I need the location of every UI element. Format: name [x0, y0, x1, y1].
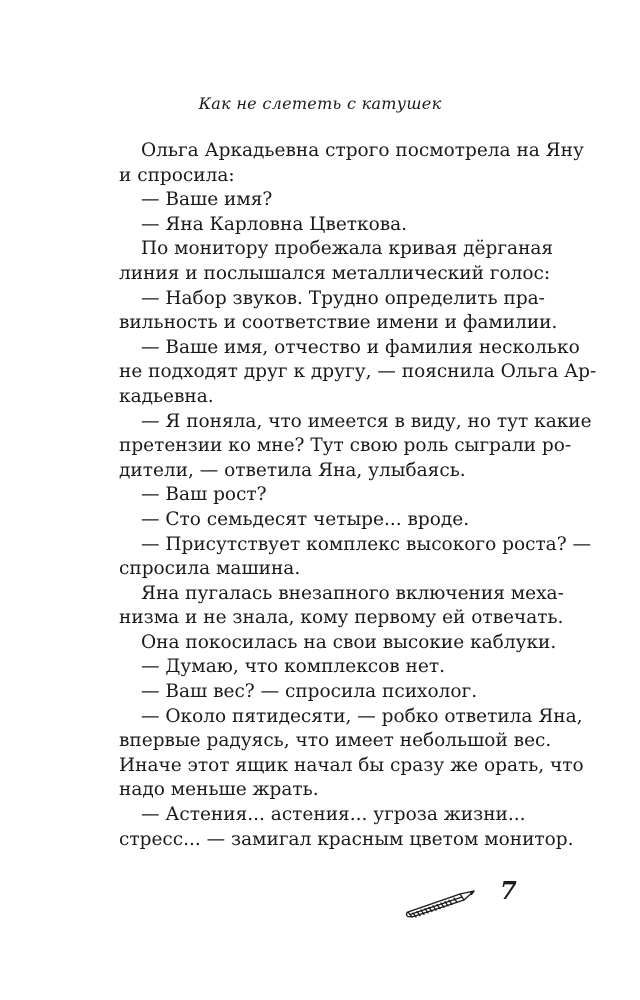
text-line: линия и послышался металлический голос: — [119, 262, 551, 284]
text-line: Ольга Аркадьевна строго посмотрела на Яну — [141, 140, 584, 161]
text-line: По монитору пробежала кривая дёрганая — [141, 238, 554, 260]
text-line: не подходят друг к другу, — пояснила Ольга Ар- — [119, 361, 597, 383]
pencil-icon — [404, 884, 480, 918]
page-number: 7 — [500, 876, 517, 905]
text-line: спросила машина. — [119, 558, 301, 580]
text-line: — Набор звуков. Трудно определить пра- — [141, 287, 545, 309]
running-header: Как не слететь с катушек — [198, 94, 442, 113]
text-line: — Сто семьдесят четыре... вроде. — [141, 508, 470, 530]
text-line: Она покосилась на свои высокие каблуки. — [141, 631, 557, 653]
text-line: стресс... — замигал красным цветом монитор. — [119, 828, 574, 850]
text-line: — Я поняла, что имеется в виду, но тут какие — [141, 410, 592, 432]
text-line: и спросила: — [119, 164, 235, 186]
text-line: дители, — ответила Яна, улыбаясь. — [119, 459, 466, 481]
text-line: надо меньше жрать. — [119, 779, 319, 801]
text-line: — Яна Карловна Цветкова. — [141, 213, 408, 235]
text-line: впервые радуясь, что имеет небольшой вес. — [119, 730, 552, 752]
text-line: Иначе этот ящик начал бы сразу же орать, что — [119, 754, 584, 776]
text-line: — Присутствует комплекс высокого роста? — — [141, 533, 592, 555]
text-line: — Ваше имя? — [141, 189, 273, 211]
text-line: — Ваш рост? — [141, 484, 267, 506]
text-line: — Ваше имя, отчество и фамилия несколько — [141, 336, 580, 358]
text-line: вильность и соответствие имени и фамилии. — [119, 312, 558, 334]
body-text — [119, 139, 597, 852]
text-line: — Думаю, что комплексов нет. — [141, 656, 445, 678]
text-line: — Астения... астения... угроза жизни... — [141, 804, 526, 826]
text-line: — Ваш вес? — спросила психолог. — [141, 681, 478, 703]
text-line: претензии ко мне? Тут свою роль сыграли ро- — [119, 435, 572, 457]
text-line: кадьевна. — [119, 385, 214, 407]
text-line: низма и не знала, кому первому ей отвечать. — [119, 607, 564, 629]
text-line: Яна пугалась внезапного включения меха- — [141, 582, 564, 604]
text-line: — Около пятидесяти, — робко ответила Яна, — [141, 705, 583, 727]
